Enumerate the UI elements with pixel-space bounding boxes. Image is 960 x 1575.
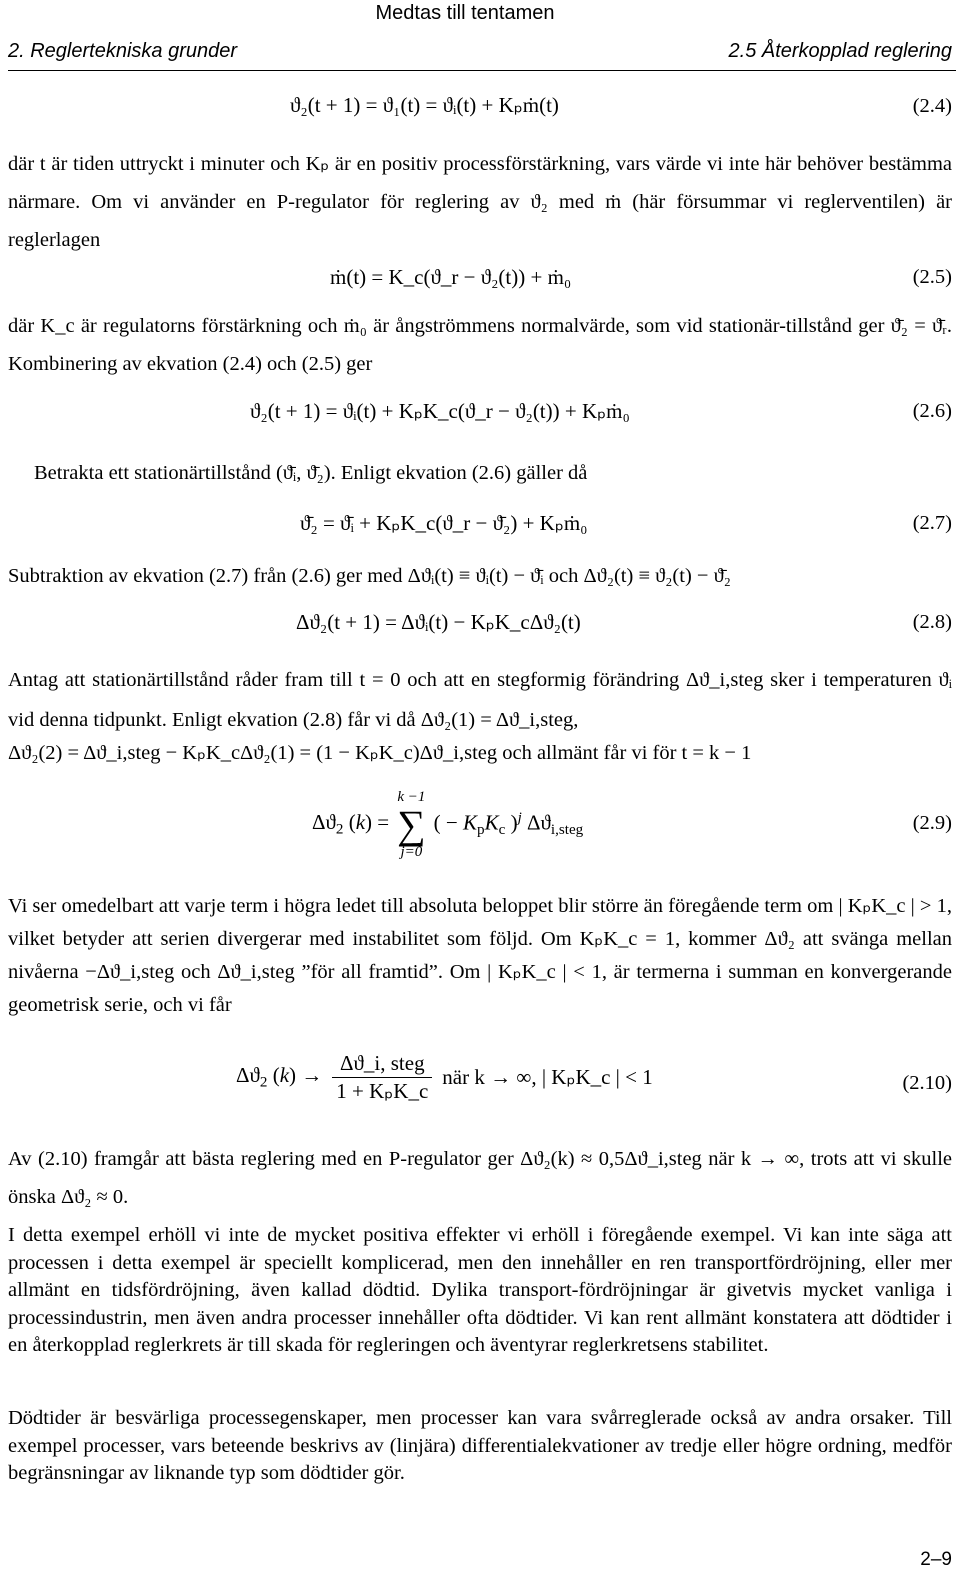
equation-2-10	[236, 1050, 653, 1106]
paragraph-8: I detta exempel erhöll vi inte de mycket positiva effekter vi erhöll i föregående exempel. Vi kan inte säga att processen i detta exempel är speciellt komplicerad, men den innehåller en ren transportfördröjning, eller mer allmänt en tidsfördröjning, även kallad dödtid. Dylika transport-fördröjningar är givetvis mycket vanliga i processindustrin, men även andra processer innehåller ofta dödtider. Vi kan rent allmänt konstatera att dödtider i en återkopplad reglerkrets är till skada för regleringen och äventyrar reglerkretsens stabilitet.	[8, 1224, 952, 1357]
fraction-numerator: Δϑ_i, steg	[332, 1050, 432, 1078]
paragraph-5-continued: Δϑ₂(2) = Δϑ_i,steg − KₚK_cΔϑ₂(1) = (1 − KₚK_c)Δϑ_i,steg och allmänt får vi för t = k − 1	[8, 742, 752, 764]
equation-2-9-lhs: $\Delta ϑ_2$ (k) =	[312, 810, 390, 838]
section-heading: 2.5 Återkopplad reglering	[728, 40, 952, 62]
equation-2-8: Δϑ₂(t + 1) = Δϑᵢ(t) − KₚK_cΔϑ₂(t)	[296, 610, 581, 634]
equation-2-4: ϑ₂(t + 1) = ϑ₁(t) = ϑᵢ(t) + Kₚṁ(t)	[290, 93, 559, 117]
paragraph-6: Vi ser omedelbart att varje term i högra ledet till absoluta beloppet blir större än föregående term om | KₚK_c | > 1, vilket betyder att serien divergerar med instabilitet som följd. Om KₚK_c = 1, kommer Δϑ₂ att svänga mellan nivåerna −Δϑ_i,steg och Δϑ_i,steg ”för all framtid”. Om | KₚK_c | < 1, är termerna i summan en konvergerande geometrisk serie, och vi får	[8, 895, 952, 1016]
equation-2-5: ṁ(t) = K_c(ϑ_r − ϑ₂(t)) + ṁ₀	[330, 265, 572, 289]
paragraph-9: Dödtider är besvärliga processegenskaper, men processer kan vara svårreglerade också av andra orsaker. Till exempel processer, vars beteende beskrivs av (linjära) differentialekvationer av tredje eller högre ordning, medför begränsningar av liknande typ som dödtider gör.	[8, 1407, 952, 1485]
header-divider	[8, 70, 956, 71]
equation-number-2-8: (2.8)	[912, 611, 952, 633]
paragraph-2: där K_c är regulatorns förstärkning och ṁ₀ är ångströmmens normalvärde, som vid stationär-tillstånd ger ϑ̄₂ = ϑ̄ᵣ. Kombinering av ekvation (2.4) och (2.5) ger	[8, 315, 952, 375]
sum-lower-limit: j=0	[400, 844, 423, 860]
equation-2-9	[312, 790, 583, 860]
equation-number-2-4: (2.4)	[912, 95, 952, 117]
fraction-denominator: 1 + KₚK_c	[336, 1079, 429, 1104]
paragraph-3: Betrakta ett stationärtillstånd (ϑ̄ᵢ, ϑ̄₂). Enligt ekvation (2.6) gäller då	[34, 462, 588, 484]
equation-2-10-condition: när k → ∞, | KₚK_c | < 1	[442, 1065, 653, 1090]
equation-number-2-7: (2.7)	[912, 512, 952, 534]
fraction	[332, 1050, 432, 1106]
exam-banner: Medtas till tentamen	[375, 2, 555, 24]
chapter-heading: 2. Reglertekniska grunder	[8, 40, 238, 62]
summation-sign	[397, 790, 426, 860]
sum-upper-limit: k −1	[397, 789, 426, 805]
paragraph-5: Antag att stationärtillstånd råder fram till t = 0 och att en stegformig förändring Δϑ_i,steg sker i temperaturen ϑᵢ vid denna tidpunkt. Enligt ekvation (2.8) får vi då Δϑ₂(1) = Δϑ_i,steg,	[8, 669, 952, 731]
equation-2-7: ϑ̄₂ = ϑ̄ᵢ + KₚK_c(ϑ_r − ϑ̄₂) + Kₚṁ₀	[300, 511, 588, 535]
sigma-symbol: ∑	[397, 802, 426, 847]
paragraph-7: Av (2.10) framgår att bästa reglering med en P-regulator ger Δϑ₂(k) ≈ 0,5Δϑ_i,steg när k → ∞, trots att vi skulle önska Δϑ₂ ≈ 0.	[8, 1148, 952, 1208]
equation-number-2-10: (2.10)	[902, 1072, 952, 1094]
equation-number-2-5: (2.5)	[912, 266, 952, 288]
equation-2-10-lhs: $\Delta ϑ_2$ (k) →	[236, 1063, 323, 1091]
equation-number-2-9: (2.9)	[912, 812, 952, 834]
paragraph-1: där t är tiden uttryckt i minuter och Kₚ är en positiv processförstärkning, vars värde vi inte här behöver bestämma närmare. Om vi använder en P-regulator för reglering av ϑ₂ med ṁ (här försummar vi reglerventilen) är reglerlagen	[8, 153, 952, 251]
equation-2-9-rhs: ( − $K_pK_c$ )$^j$ $\Delta ϑ_{i,steg}$	[433, 810, 584, 839]
equation-number-2-6: (2.6)	[912, 400, 952, 422]
equation-2-6: ϑ₂(t + 1) = ϑᵢ(t) + KₚK_c(ϑ_r − ϑ₂(t)) + Kₚṁ₀	[250, 399, 630, 423]
page-number: 2–9	[920, 1549, 952, 1570]
paragraph-4: Subtraktion av ekvation (2.7) från (2.6) ger med Δϑᵢ(t) ≡ ϑᵢ(t) − ϑ̄ᵢ och Δϑ₂(t) ≡ ϑ₂(t) − ϑ̄₂	[8, 565, 731, 587]
